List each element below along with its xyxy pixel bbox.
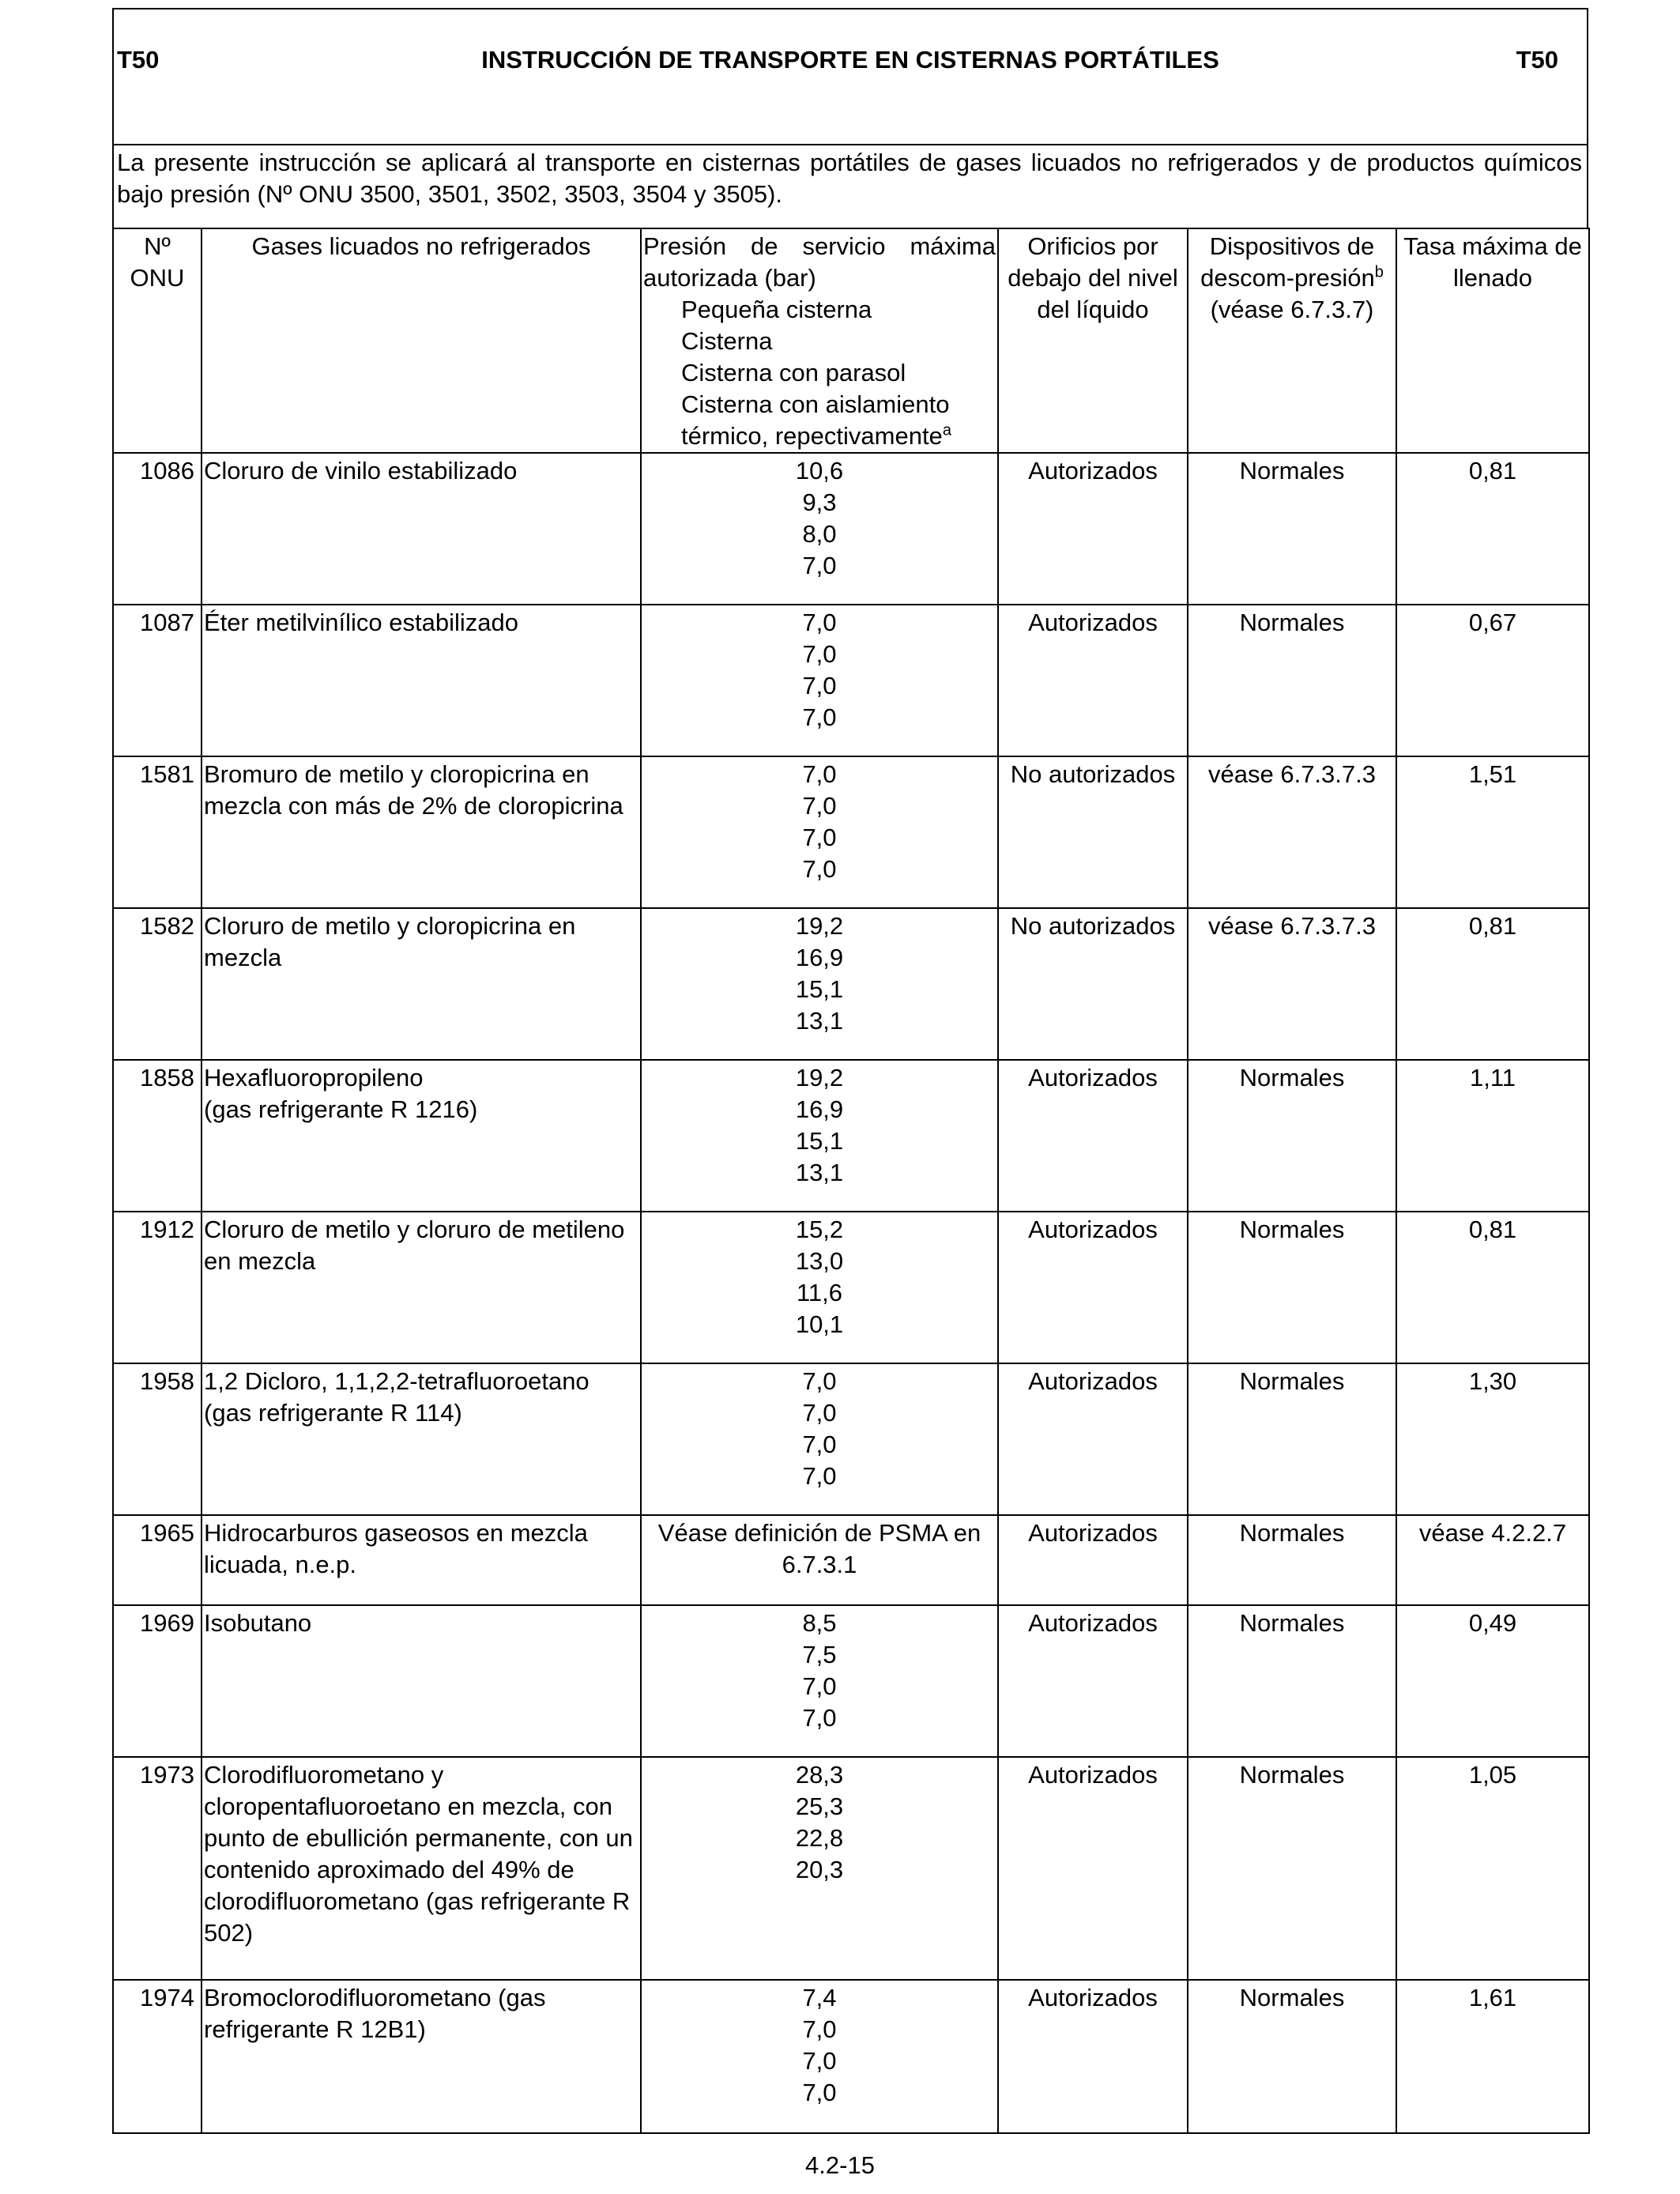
onu-number-cell xyxy=(113,1363,202,1515)
bottom-openings-cell xyxy=(998,453,1188,605)
onu-number: 1858 xyxy=(140,1064,194,1091)
gas-name-cell xyxy=(202,908,641,1060)
max-pressure: 19,2 16,9 15,1 13,1 xyxy=(795,912,844,1035)
gas-name: Bromoclorodifluorometano (gas refrigerante R 12B1) xyxy=(204,1984,546,2043)
page-number: 4.2-15 xyxy=(805,2151,875,2179)
bottom-openings: Autorizados xyxy=(1028,1609,1158,1637)
pressure-relief-devices: Normales xyxy=(1239,457,1345,484)
gas-name: Bromuro de metilo y cloropicrina en mezcla con más de 2% de cloropicrina xyxy=(204,760,623,820)
max-pressure-cell xyxy=(641,1363,998,1515)
gas-name-cell xyxy=(202,605,641,756)
max-filling-ratio-cell xyxy=(1396,1363,1589,1515)
bottom-openings-cell xyxy=(998,605,1188,756)
header-pressure-sub-3: Cisterna con parasol xyxy=(681,359,906,386)
header-devices xyxy=(1188,228,1396,453)
table-row xyxy=(113,908,1589,1060)
bottom-openings: No autorizados xyxy=(1010,912,1176,940)
max-pressure: 19,2 16,9 15,1 13,1 xyxy=(795,1064,844,1186)
pressure-relief-devices: Normales xyxy=(1239,1609,1345,1637)
bottom-openings: Autorizados xyxy=(1028,1367,1158,1395)
gas-name: Cloruro de metilo y cloropicrina en mezcla xyxy=(204,912,576,971)
max-pressure: 28,3 25,3 22,8 20,3 xyxy=(795,1761,844,1883)
max-filling-ratio-cell xyxy=(1396,1605,1589,1757)
max-pressure-cell xyxy=(641,1757,998,1980)
max-pressure: 15,2 13,0 11,6 10,1 xyxy=(795,1216,844,1338)
bottom-openings-cell xyxy=(998,1605,1188,1757)
max-filling-ratio: véase 4.2.2.7 xyxy=(1418,1519,1567,1547)
onu-number: 1912 xyxy=(140,1216,194,1243)
onu-number: 1969 xyxy=(140,1609,194,1637)
max-filling-ratio: 0,49 xyxy=(1468,1609,1517,1637)
onu-number: 1965 xyxy=(140,1519,194,1547)
gas-name: Hidrocarburos gaseosos en mezcla licuada, n.e.p. xyxy=(204,1519,588,1578)
bottom-openings: Autorizados xyxy=(1028,1984,1158,2011)
gas-name-cell xyxy=(202,453,641,605)
header-openings-label: Orificios por debajo del nivel del líquido xyxy=(1008,232,1178,323)
max-filling-ratio: 1,30 xyxy=(1468,1367,1517,1395)
bottom-openings: Autorizados xyxy=(1028,609,1158,636)
pressure-relief-devices-cell xyxy=(1188,908,1396,1060)
max-pressure-cell xyxy=(641,756,998,908)
header-gases xyxy=(202,228,641,453)
onu-number: 1087 xyxy=(140,609,194,636)
bottom-openings-cell xyxy=(998,1212,1188,1363)
max-pressure-cell xyxy=(641,1605,998,1757)
pressure-relief-devices-cell xyxy=(1188,1060,1396,1212)
header-pressure xyxy=(641,228,998,453)
instruction-code-right: T50 xyxy=(1516,46,1558,74)
gas-name-cell xyxy=(202,1212,641,1363)
header-onu xyxy=(113,228,202,453)
document-title: INSTRUCCIÓN DE TRANSPORTE EN CISTERNAS PORTÁTILES xyxy=(481,46,1219,74)
gas-name-cell xyxy=(202,756,641,908)
gas-name-cell xyxy=(202,1757,641,1980)
header-fill-label: Tasa máxima de llenado xyxy=(1403,232,1582,292)
bottom-openings-cell xyxy=(998,1515,1188,1605)
max-filling-ratio-cell xyxy=(1396,605,1589,756)
pressure-relief-devices: Normales xyxy=(1239,1761,1345,1789)
max-pressure-cell xyxy=(641,1060,998,1212)
table-header-row xyxy=(113,228,1589,453)
max-filling-ratio-cell xyxy=(1396,1757,1589,1980)
bottom-openings: Autorizados xyxy=(1028,1064,1158,1091)
table-row xyxy=(113,1980,1589,2133)
gas-name-cell xyxy=(202,1515,641,1605)
header-pressure-title: Presión de servicio máxima autorizada (bar) xyxy=(643,232,996,292)
max-pressure-cell xyxy=(641,453,998,605)
onu-number: 1974 xyxy=(140,1984,194,2011)
onu-number: 1973 xyxy=(140,1761,194,1789)
bottom-openings: Autorizados xyxy=(1028,1519,1158,1547)
onu-number-cell xyxy=(113,605,202,756)
onu-number-cell xyxy=(113,908,202,1060)
bottom-openings-cell xyxy=(998,1980,1188,2133)
onu-number: 1581 xyxy=(140,760,194,788)
max-filling-ratio-cell xyxy=(1396,1212,1589,1363)
gas-name-cell xyxy=(202,1605,641,1757)
table-row xyxy=(113,1212,1589,1363)
max-filling-ratio-cell xyxy=(1396,756,1589,908)
pressure-relief-devices: Normales xyxy=(1239,1216,1345,1243)
pressure-relief-devices-cell xyxy=(1188,756,1396,908)
pressure-relief-devices-cell xyxy=(1188,1212,1396,1363)
gas-name: Hexafluoropropileno (gas refrigerante R 1216) xyxy=(204,1064,478,1123)
header-openings xyxy=(998,228,1188,453)
gas-name-cell xyxy=(202,1980,641,2133)
max-filling-ratio: 0,81 xyxy=(1468,457,1517,484)
table-row xyxy=(113,1060,1589,1212)
onu-number-cell xyxy=(113,453,202,605)
max-pressure: 7,0 7,0 7,0 7,0 xyxy=(802,1367,837,1490)
header-fill xyxy=(1396,228,1589,453)
gas-name: Éter metilvinílico estabilizado xyxy=(204,609,519,636)
max-pressure-cell xyxy=(641,1980,998,2133)
onu-number-cell xyxy=(113,1212,202,1363)
max-filling-ratio: 1,61 xyxy=(1468,1984,1517,2011)
gases-table xyxy=(112,228,1590,2134)
table-row xyxy=(113,605,1589,756)
gas-name: Isobutano xyxy=(204,1609,312,1637)
instruction-code-left: T50 xyxy=(117,46,160,74)
pressure-relief-devices: Normales xyxy=(1239,1064,1345,1091)
header-pressure-sub-4 xyxy=(643,389,996,452)
onu-number-cell xyxy=(113,1980,202,2133)
footnote-b-marker: b xyxy=(1374,263,1384,281)
pressure-relief-devices: Normales xyxy=(1239,1984,1345,2011)
header-pressure-sub-1: Pequeña cisterna xyxy=(681,296,872,323)
bottom-openings: Autorizados xyxy=(1028,457,1158,484)
max-filling-ratio: 0,81 xyxy=(1468,912,1517,940)
bottom-openings-cell xyxy=(998,908,1188,1060)
gas-name: Clorodifluorometano y cloropentafluoroetano en mezcla, con punto de ebullición permanente, con un contenido aproximado del 49% de clorodifluorometano (gas refrigerante R 502) xyxy=(204,1761,633,1947)
max-pressure: Véase definición de PSMA en 6.7.3.1 xyxy=(657,1519,981,1578)
table-row xyxy=(113,453,1589,605)
bottom-openings: Autorizados xyxy=(1028,1216,1158,1243)
title-box xyxy=(112,8,1588,145)
onu-number: 1086 xyxy=(140,457,194,484)
max-pressure: 7,0 7,0 7,0 7,0 xyxy=(802,760,837,883)
pressure-relief-devices-cell xyxy=(1188,1757,1396,1980)
header-devices-ref: (véase 6.7.3.7) xyxy=(1210,296,1374,323)
intro-paragraph: La presente instrucción se aplicará al transporte en cisternas portátiles de gases licuados no refrigerados y de productos químicos bajo presión (Nº ONU 3500, 3501, 3502, 3503, 3504 y 3505). xyxy=(117,149,1582,208)
onu-number-cell xyxy=(113,756,202,908)
max-pressure-cell xyxy=(641,1212,998,1363)
bottom-openings-cell xyxy=(998,756,1188,908)
bottom-openings: Autorizados xyxy=(1028,1761,1158,1789)
pressure-relief-devices-cell xyxy=(1188,1363,1396,1515)
table-row xyxy=(113,1515,1589,1605)
table-row xyxy=(113,1363,1589,1515)
max-pressure: 10,6 9,3 8,0 7,0 xyxy=(795,457,844,579)
header-pressure-sub-2: Cisterna xyxy=(681,327,773,355)
header-pressure-sub-4-text: Cisterna con aislamiento térmico, repectivamente xyxy=(681,390,950,450)
pressure-relief-devices-cell xyxy=(1188,453,1396,605)
max-pressure-cell xyxy=(641,908,998,1060)
onu-number: 1582 xyxy=(140,912,194,940)
header-gases-label: Gases licuados no refrigerados xyxy=(251,232,591,260)
max-pressure-cell xyxy=(641,605,998,756)
max-filling-ratio-cell xyxy=(1396,453,1589,605)
footnote-a-marker: a xyxy=(942,421,951,439)
gas-name: Cloruro de vinilo estabilizado xyxy=(204,457,518,484)
table-row xyxy=(113,1605,1589,1757)
max-filling-ratio: 0,67 xyxy=(1468,609,1517,636)
bottom-openings-cell xyxy=(998,1363,1188,1515)
intro-box xyxy=(112,144,1588,229)
pressure-relief-devices: véase 6.7.3.7.3 xyxy=(1208,760,1376,788)
gas-name: 1,2 Dicloro, 1,1,2,2-tetrafluoroetano (gas refrigerante R 114) xyxy=(204,1367,590,1427)
onu-number-cell xyxy=(113,1757,202,1980)
max-filling-ratio-cell xyxy=(1396,1980,1589,2133)
max-filling-ratio: 1,11 xyxy=(1469,1064,1516,1091)
table-row xyxy=(113,756,1589,908)
gas-name: Cloruro de metilo y cloruro de metileno en mezcla xyxy=(204,1216,625,1275)
pressure-relief-devices: Normales xyxy=(1239,609,1345,636)
onu-number-cell xyxy=(113,1060,202,1212)
pressure-relief-devices: véase 6.7.3.7.3 xyxy=(1208,912,1376,940)
max-filling-ratio: 1,51 xyxy=(1468,760,1517,788)
onu-number: 1958 xyxy=(140,1367,194,1395)
max-pressure: 8,5 7,5 7,0 7,0 xyxy=(802,1609,837,1732)
max-pressure-cell xyxy=(641,1515,998,1605)
max-filling-ratio-cell xyxy=(1396,1060,1589,1212)
pressure-relief-devices: Normales xyxy=(1239,1519,1345,1547)
max-filling-ratio: 0,81 xyxy=(1468,1216,1517,1243)
pressure-relief-devices: Normales xyxy=(1239,1367,1345,1395)
pressure-relief-devices-cell xyxy=(1188,605,1396,756)
table-row xyxy=(113,1757,1589,1980)
gas-name-cell xyxy=(202,1060,641,1212)
max-pressure: 7,4 7,0 7,0 7,0 xyxy=(802,1984,837,2106)
bottom-openings-cell xyxy=(998,1757,1188,1980)
header-onu-label: Nº ONU xyxy=(130,232,185,292)
onu-number-cell xyxy=(113,1605,202,1757)
max-filling-ratio-cell xyxy=(1396,908,1589,1060)
bottom-openings: No autorizados xyxy=(1010,760,1176,788)
gas-name-cell xyxy=(202,1363,641,1515)
max-filling-ratio: 1,05 xyxy=(1468,1761,1517,1789)
pressure-relief-devices-cell xyxy=(1188,1515,1396,1605)
max-pressure: 7,0 7,0 7,0 7,0 xyxy=(802,609,837,731)
onu-number-cell xyxy=(113,1515,202,1605)
pressure-relief-devices-cell xyxy=(1188,1980,1396,2133)
pressure-relief-devices-cell xyxy=(1188,1605,1396,1757)
max-filling-ratio-cell xyxy=(1396,1515,1589,1605)
header-devices-label: Dispositivos de descom-presión xyxy=(1200,232,1375,292)
bottom-openings-cell xyxy=(998,1060,1188,1212)
